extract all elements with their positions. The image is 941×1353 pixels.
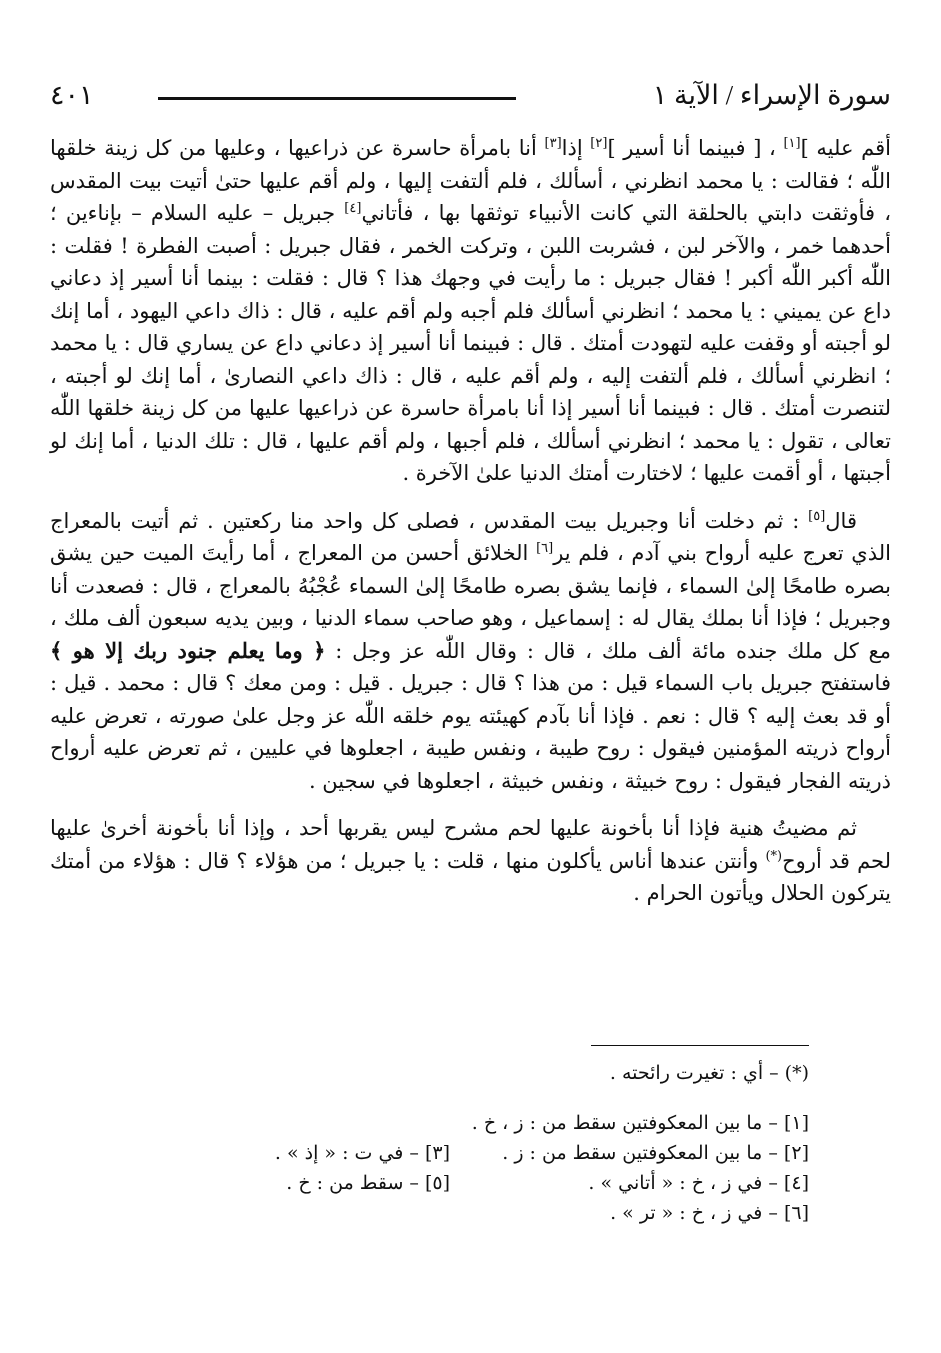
footnote-placeholder bbox=[160, 1198, 450, 1228]
footnote-4: [٤] – في ز ، خ : « أتاني » . bbox=[588, 1172, 809, 1194]
text-run: ، [ فبينما أنا أسير ] bbox=[607, 136, 784, 160]
main-text bbox=[50, 132, 891, 925]
text-run: قال bbox=[825, 508, 857, 533]
running-title: سورة الإسراء / الآية ١ bbox=[652, 80, 891, 110]
quran-verse: ﴿ وما يعلم جنود ربك إلا هو ﴾ bbox=[50, 637, 326, 663]
footnote-2: [٢] – ما بين المعكوفتين سقط من : ز . bbox=[502, 1142, 809, 1164]
text-run: أقم عليه ] bbox=[800, 136, 891, 160]
footnote-row bbox=[160, 1138, 809, 1168]
footnote-row bbox=[160, 1168, 809, 1198]
header-rule bbox=[158, 97, 516, 100]
footnote-row bbox=[160, 1108, 809, 1138]
text-run: وأنتن عندها أناس يأكلون منها ، قلت : يا جبريل ؛ من هؤلاء ؟ قال : هؤلاء من أمتك يتركون الحلال ويأتون الحرام . bbox=[50, 848, 891, 905]
footnote-ref-1: [١] bbox=[783, 136, 801, 151]
footnote-ref-6: [٦] bbox=[536, 541, 554, 556]
footnote-5: [٥] – سقط من : خ . bbox=[286, 1172, 450, 1194]
footnote-ref-2: [٢] bbox=[590, 136, 608, 151]
footnote-separator bbox=[591, 1045, 809, 1046]
text-run: : ثم دخلت أنا وجبريل بيت المقدس ، فصلى كل واحد منا ركعتين . ثم أتيت بالمعراج الذي تعرج عليه أرواح بني آدم ، فلم ير bbox=[50, 508, 892, 565]
paragraph-1 bbox=[50, 132, 891, 490]
text-run: ثم مضيتُ هنية فإذا أنا بأخونة عليها لحم مشرح ليس يقربها أحد ، وإذا أنا بأخونة أخرىٰ عليها لحم قد أروح bbox=[50, 816, 892, 873]
footnote-3: [٣] – في ت : « إذ » . bbox=[274, 1142, 450, 1164]
footnote-1: [١] – ما بين المعكوفتين سقط من : ز ، خ . bbox=[471, 1112, 809, 1134]
paragraph-2 bbox=[50, 505, 891, 798]
text-run: فاستفتح جبريل باب السماء قيل : من هذا ؟ قال : جبريل . قيل : ومن معك ؟ قال : محمد . قيل : أو قد بعث إليه ؟ قال : نعم . فإذا أنا بآدم كهيئته يوم خلقه اللّٰه عز وجل علىٰ صورته ، تعرض عليه أرواح ذريته المؤمنين فيقول : روح طيبة ، ونفس طيبة ، اجعلوها في عليين ، ثم تعرض عليه أرواح ذريته الفجار فيقول : روح خبيثة ، ونفس خبيثة ، اجعلوها في سجين . bbox=[50, 671, 891, 793]
text-run: إذا bbox=[561, 136, 591, 160]
footnote-ref-3: [٣] bbox=[544, 136, 562, 151]
footnote-row bbox=[160, 1198, 809, 1228]
footnote-placeholder bbox=[160, 1108, 450, 1138]
footnote-ref-star: (*) bbox=[765, 848, 783, 864]
text-run: أنا بامرأة حاسرة عن ذراعيها ، وعليها من كل زينة خلقها اللّٰه ؛ فقالت : يا محمد انظرني ، أسألك ، فلم ألتفت إليها ، ولم أقم عليها حتىٰ أتيت بيت المقدس ، فأوثقت دابتي بالحلقة التي كانت الأنبياء توثقها بها ، فأتاني bbox=[50, 136, 891, 225]
text-run: جبريل – عليه السلام – بإناءين ؛ أحدهما خمر ، والآخر لبن ، فشربت اللبن ، وتركت الخمر ، فقال جبريل : أصبت الفطرة ! فقلت : اللّٰه أكبر اللّٰه أكبر ! فقال جبريل : ما رأيت في وجهك هذا ؟ قال : فقلت : بينما أنا أسير إذ دعاني داع عن يميني : يا محمد ؛ انظرني أسألك فلم أجبه ولم أقم عليه ، قال : ذاك داعي اليهود ، أما إنك لو أجبته أو وقفت عليه لتهودت أمتك . قال : فبينما أنا أسير إذ دعاني داع عن يساري قال : يا محمد ؛ انظرني أسألك ، فلم ألتفت إليه ، ولم أقم عليه ، قال : ذاك داعي النصارىٰ ، أما إنك لو أجبته ، لتنصرت أمتك . قال : فبينما أنا أسير إذا أنا بامرأة حاسرة عن ذراعيها عليها من كل زينة خلقها اللّٰه تعالى ، تقول : يا محمد ؛ انظرني أسألك ، فلم أجبها ، ولم أقم عليها ، قال : تلك الدنيا ، أما إنك لو أجبتها ، أو أقمت عليها ؛ لاختارت أمتك الدنيا علىٰ الآخرة . bbox=[50, 201, 891, 485]
footnote-star: (*) – أي : تغيرت رائحته . bbox=[609, 1062, 809, 1084]
footnote-ref-4: [٤] bbox=[344, 201, 362, 216]
paragraph-3 bbox=[50, 812, 891, 910]
footnote-ref-5: [٥] bbox=[808, 508, 826, 524]
page-number: ٤٠١ bbox=[50, 80, 94, 110]
page-header bbox=[50, 62, 891, 118]
footnotes bbox=[160, 1058, 809, 1228]
footnote-6: [٦] – في ز ، خ : « تر » . bbox=[610, 1202, 809, 1224]
text-run: الخلائق أحسن من المعراج ، أما رأيتَ الميت حين يشق بصره طامحًا إلىٰ السماء ، فإنما يشق بصره طامحًا إلىٰ السماء عُجْبُهُ بالمعراج ، قال : فصعدت أنا وجبريل ؛ فإذا أنا بملك يقال له : إسماعيل ، وهو صاحب سماء الدنيا ، وبين يديه سبعون ألف ملك ، مع كل ملك جنده مائة ألف ملك ، قال : وقال اللّٰه عز وجل : bbox=[50, 541, 891, 663]
